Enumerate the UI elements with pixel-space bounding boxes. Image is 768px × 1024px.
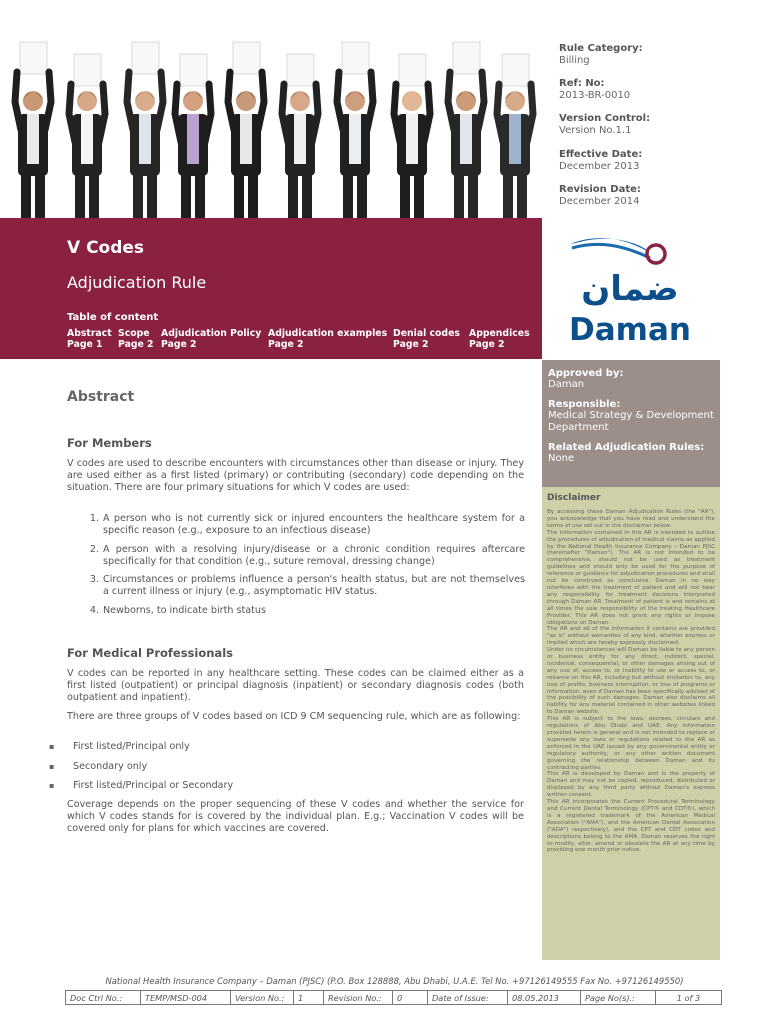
- toc-item-abstract[interactable]: [67, 328, 112, 350]
- person-shirt: [349, 114, 361, 164]
- toc-page: Page 2: [393, 339, 429, 350]
- toc-item-adjudication-examples[interactable]: [268, 328, 387, 350]
- disclaimer-text: By accessing these Daman Adjudication Rules (the "AR"), you acknowledge that you have read and understand the terms of use set out in the disclaimer below. The information contained in this AR is intended to outline the procedures of adjudication of medical claims as applied by the National Health Insurance Company – Daman PJSC (hereinafter "Daman"). The AR is not intended to be comprehensive, should not be used as treatment guidelines and should only be used for the purpose of reference or guidance for adjudication procedures and shall not be construed as conclusive. Daman in no way interferes with the treatment of patient and will not bear any responsibility for treatment decisions interpreted through Daman AR. Treatment of patient is and remains at all times the sole responsibility of the treating Healthcare Provider. This AR does not grant any rights or impose obligations on Daman. The AR and all of the information it contains are provided "as is" without warranties of any kind, whether express or implied which are hereby expressly disclaimed. Under no circumstances will Daman be liable to any person or business entity for any direct, indirect, special, incidental, consequential, or other damages arising out of any use of, access to, or inability to use or access to, or reliance on this AR, including but without limitation to, any loss of profits, business interruption, or loss of programs or information, even if Daman has been specifically advised of the possibility of such damages. Daman also disclaims all liability for any material contained in other websites linked to Daman website. This AR is subject to the laws, decrees, circulars and regulations of Abu Dhabi and UAE. Any information provided herein is general and is not intended to replace or supersede any laws or regulations related to the AR as enforced in the UAE issued by any governmental entity or regulatory authority, or any other written document governing the relationship between Daman and its contracting parties. This AR is developed by Daman and is the property of Daman and may not be copied, reproduced, distributed or displayed by any third party without Daman's express written consent. This AR incorporates the Current Procedural Terminology and Current Dental Terminology (CPT® and CDT®), which is a registered trademark of the American Medical Association ("AMA"), and the American Dental Association ("ADA") respectively), and the CPT and CDT codes and descriptions belong to the AMA. Daman reserves the right to modify, alter, amend or obsolete the AR at any time by providing one month prior notice.: [547, 509, 715, 854]
- person-head: [77, 91, 97, 111]
- person-shirt: [509, 114, 521, 164]
- person-head: [135, 91, 155, 111]
- approvals-box: [542, 360, 720, 487]
- abstract-heading: Abstract: [67, 389, 135, 405]
- person-leg: [195, 174, 205, 218]
- toc-label: Scope: [118, 328, 150, 339]
- page-title: V Codes: [67, 238, 145, 258]
- person-leg: [89, 174, 99, 218]
- toc-label: Adjudication examples: [268, 328, 388, 339]
- blank-sign: [20, 42, 47, 74]
- list-text: A person who is not currently sick or injured encounters the healthcare system for a specific reason (e.g., exposure to an infectious disease): [103, 513, 525, 536]
- related-rules-value: None: [548, 453, 575, 464]
- list-text: Circumstances or problems influence a person's health status, but are not themselves a current illness or injury (e.g., asymptomatic HIV status.: [103, 574, 525, 597]
- person-head: [183, 91, 203, 111]
- list-number: 3.: [89, 574, 99, 585]
- person-leg: [454, 174, 464, 218]
- toc-page: Page 2: [268, 339, 304, 350]
- members-intro: V codes are used to describe encounters with circumstances other than disease or injury. They are used either as a first listed (primary) or contributing (secondary) code depending on the situation. There are four primary situations for which V codes are used:: [67, 458, 524, 493]
- person-leg: [288, 174, 298, 218]
- toc-page: Page 2: [118, 339, 154, 350]
- person-head: [456, 91, 476, 111]
- approved-by-label: Approved by:: [548, 368, 624, 379]
- person-leg: [517, 174, 527, 218]
- people-holding-signs-image: [0, 38, 542, 218]
- toc-label: Denial codes: [393, 328, 460, 339]
- person-head: [505, 91, 525, 111]
- list-item: ▪ First listed/Principal only: [73, 741, 190, 752]
- meta-value: Billing: [559, 55, 590, 66]
- person-leg: [181, 174, 191, 218]
- page-no-label: Page No(s).:: [581, 991, 656, 1004]
- person-head: [290, 91, 310, 111]
- blank-sign: [502, 54, 529, 86]
- toc-item-adjudication-policy[interactable]: [161, 328, 261, 350]
- person-shirt: [294, 114, 306, 164]
- person-leg: [234, 174, 244, 218]
- page-subtitle: Adjudication Rule: [67, 273, 207, 292]
- related-rules-label: Related Adjudication Rules:: [548, 442, 705, 453]
- logo-latin-text: Daman: [569, 312, 691, 348]
- logo-arabic-text: ضمان: [581, 269, 679, 309]
- list-item: [85, 574, 525, 598]
- person-shirt: [187, 114, 199, 164]
- disclaimer-box: [542, 487, 720, 960]
- revision-label: Revision No.:: [324, 991, 393, 1004]
- approved-by-value: Daman: [548, 379, 585, 390]
- responsible-value: Medical Strategy & Development Department: [548, 410, 714, 433]
- toc-heading: Table of content: [67, 312, 159, 323]
- list-text: Newborns, to indicate birth status: [103, 605, 266, 616]
- list-number: 1.: [89, 513, 99, 524]
- person-leg: [21, 174, 31, 218]
- hero-photo: [0, 38, 542, 218]
- meta-label: Effective Date:: [559, 149, 643, 160]
- blank-sign: [180, 54, 207, 86]
- responsible-label: Responsible:: [548, 399, 621, 410]
- revision-value: 0: [393, 991, 428, 1004]
- toc-label: Appendices: [469, 328, 530, 339]
- person-leg: [133, 174, 143, 218]
- document-control-table: [65, 990, 722, 1005]
- person-leg: [248, 174, 258, 218]
- person-head: [345, 91, 365, 111]
- version-label: Version No.:: [231, 991, 294, 1004]
- meta-ref-no: [559, 78, 630, 101]
- person-leg: [302, 174, 312, 218]
- meta-value: 2013-BR-0010: [559, 90, 631, 101]
- meta-revision-date: [559, 184, 641, 207]
- page-no-value: 1 of 3: [676, 993, 701, 1003]
- person-leg: [503, 174, 513, 218]
- meta-effective-date: [559, 149, 642, 172]
- meta-label: Ref: No:: [559, 78, 605, 89]
- person-shirt: [139, 114, 151, 164]
- doc-ctrl-value: TEMP/MSD-004: [141, 991, 231, 1004]
- person-head: [402, 91, 422, 111]
- blank-sign: [399, 54, 426, 86]
- person-shirt: [240, 114, 252, 164]
- version-value: 1: [294, 991, 324, 1004]
- person-leg: [357, 174, 367, 218]
- person-leg: [414, 174, 424, 218]
- title-banner: [0, 218, 542, 359]
- meta-value: Version No.1.1: [559, 125, 632, 136]
- list-item: [85, 544, 525, 568]
- toc-item-scope[interactable]: [118, 328, 154, 350]
- footer-address: National Health Insurance Company – Daman (PJSC) (P.O. Box 128888, Abu Dhabi, U.A.E. Tel No. +97126149555 Fax No. +97126149550): [105, 976, 684, 986]
- blank-sign: [287, 54, 314, 86]
- meta-label: Version Control:: [559, 113, 651, 124]
- list-item: ▪ First listed/Principal or Secondary: [73, 780, 233, 791]
- list-item: ▪ Secondary only: [73, 761, 147, 772]
- toc-item-appendices[interactable]: [469, 328, 530, 350]
- person-shirt: [27, 114, 39, 164]
- toc-page: Page 1: [67, 339, 103, 350]
- toc-label: Abstract: [67, 328, 112, 339]
- blank-sign: [342, 42, 369, 74]
- list-number: 4.: [89, 605, 99, 616]
- person-leg: [343, 174, 353, 218]
- meta-rule-category: [559, 43, 643, 66]
- person-leg: [35, 174, 45, 218]
- person-head: [23, 91, 43, 111]
- meta-value: December 2014: [559, 196, 640, 207]
- date-of-issue-label: Date of Issue:: [428, 991, 508, 1004]
- toc-label: Adjudication Policy: [161, 328, 262, 339]
- professionals-paragraph-2: There are three groups of V codes based on ICD 9 CM sequencing rule, which are as following:: [67, 711, 521, 722]
- list-number: 2.: [89, 544, 99, 555]
- toc-page: Page 2: [469, 339, 505, 350]
- person-leg: [400, 174, 410, 218]
- blank-sign: [453, 42, 480, 74]
- toc-item-denial-codes[interactable]: [393, 328, 460, 350]
- list-text: A person with a resolving injury/disease or a chronic condition requires aftercare specifically for that condition (e.g., suture removal, dressing change): [103, 544, 525, 567]
- meta-label: Rule Category:: [559, 43, 643, 54]
- person-shirt: [81, 114, 93, 164]
- person-leg: [75, 174, 85, 218]
- date-of-issue-value: 08.05.2013: [508, 991, 581, 1004]
- daman-logo-mark: [560, 232, 700, 352]
- blank-sign: [132, 42, 159, 74]
- person-head: [236, 91, 256, 111]
- professionals-paragraph-1: V codes can be reported in any healthcare setting. These codes can be claimed either as a first listed (outpatient) or principal diagnosis (inpatient) or secondary diagnosis codes (both outpatient and inpatient).: [67, 668, 524, 703]
- meta-label: Revision Date:: [559, 184, 641, 195]
- members-heading: For Members: [67, 436, 152, 450]
- doc-ctrl-label: Doc Ctrl No.:: [66, 991, 141, 1004]
- list-item: [85, 605, 525, 617]
- person-shirt: [460, 114, 472, 164]
- professionals-paragraph-3: Coverage depends on the proper sequencing of these V codes and whether the service for which V codes stands for is covered by the individual plan. E.g.; Vaccination V codes will be covered only for plans for which vaccines are covered.: [67, 799, 524, 834]
- meta-version-control: [559, 113, 650, 136]
- person-shirt: [406, 114, 418, 164]
- disclaimer-heading: Disclaimer: [547, 493, 601, 503]
- blank-sign: [74, 54, 101, 86]
- toc-page: Page 2: [161, 339, 197, 350]
- professionals-heading: For Medical Professionals: [67, 646, 233, 660]
- daman-logo: [560, 232, 700, 352]
- person-leg: [468, 174, 478, 218]
- list-item: [85, 513, 525, 537]
- person-leg: [147, 174, 157, 218]
- meta-value: December 2013: [559, 161, 640, 172]
- blank-sign: [233, 42, 260, 74]
